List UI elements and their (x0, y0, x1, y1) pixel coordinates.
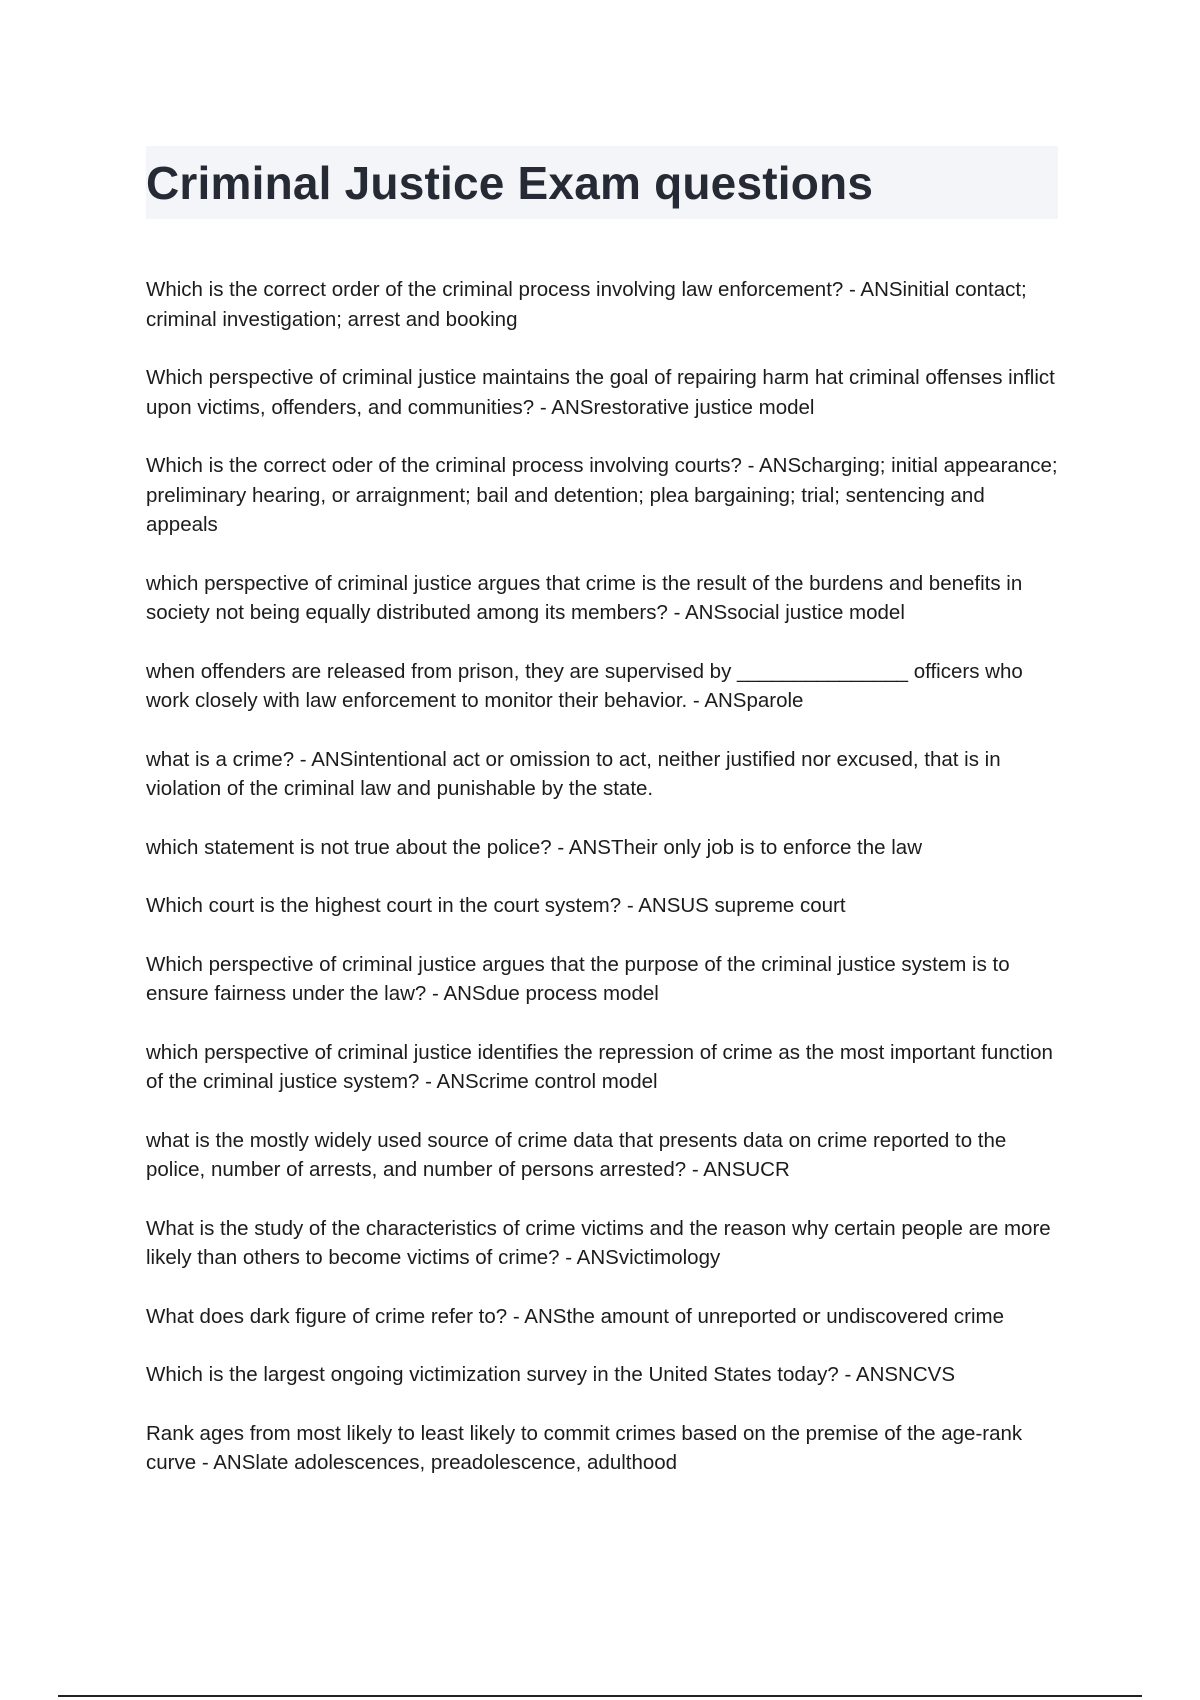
answer-text: crime control model (478, 1070, 658, 1093)
answer-prefix: ANS (524, 1304, 567, 1328)
answer-prefix: ANS (443, 982, 486, 1005)
question-text: which statement is not true about the police? (146, 835, 552, 859)
footer-divider (58, 1695, 1142, 1697)
question-text: which perspective of criminal justice argues that crime is the result of the burdens and benefits in society not being equally distributed among its members? (146, 571, 1023, 624)
answer-prefix: ANS (703, 1158, 746, 1181)
title-banner (146, 146, 1058, 219)
qa-item: Which perspective of criminal justice maintains the goal of repairing harm hat criminal offenses inflict upon victims, offenders, and communities? - ANSrestorative justice model (146, 366, 1055, 419)
answer-prefix: ANS (213, 1451, 256, 1474)
qa-item: Rank ages from most likely to least likely to commit crimes based on the premise of the age-rank curve - ANSlate adolescences, preadolescence, adulthood (146, 1421, 1023, 1474)
answer-prefix: ANS (638, 894, 681, 917)
answer-text: victimology (618, 1246, 721, 1269)
question-text: Which is the correct oder of the criminal process involving courts? (146, 454, 742, 477)
answer-text: UCR (745, 1158, 790, 1181)
qa-item: Which is the correct order of the criminal process involving law enforcement? - ANSinitial contact; criminal investigation; arrest and booking (146, 278, 1027, 331)
qa-item: Which perspective of criminal justice argues that the purpose of the criminal justice system is to ensure fairness under the law? - ANSdue process model (146, 952, 1010, 1005)
answer-text: restorative justice model (593, 395, 815, 419)
question-text: what is a crime? (146, 747, 295, 771)
question-text: Which is the correct order of the criminal process involving law enforcement? (146, 278, 844, 301)
answer-prefix: ANS (551, 395, 594, 419)
answer-prefix: ANS (568, 835, 611, 859)
question-text: Which is the largest ongoing victimization survey in the United States today? (146, 1363, 839, 1386)
qa-item: What does dark figure of crime refer to? - ANSthe amount of unreported or undiscovered crime (146, 1304, 1005, 1328)
answer-text: charging; initial appearance; preliminary hearing, or arraignment; bail and detention; plea bargaining; trial; sentencing and appeals (146, 454, 1058, 536)
question-text: What is the study of the characteristics of crime victims and the reason why certain people are more likely than others to become victims of crime? (146, 1216, 1051, 1269)
answer-text: NCVS (898, 1363, 956, 1386)
question-text: What does dark figure of crime refer to? (146, 1304, 508, 1328)
qa-item: what is a crime? - ANSintentional act or omission to act, neither justified nor excused, that is in violation of the criminal law and punishable by the state. (146, 747, 1001, 800)
answer-text: initial contact; criminal investigation; arrest and booking (146, 278, 1027, 331)
answer-text: US supreme court (680, 894, 846, 917)
question-text: Which perspective of criminal justice argues that the purpose of the criminal justice system is to ensure fairness under the law? (146, 952, 1010, 1005)
qa-item: Which is the largest ongoing victimization survey in the United States today? - ANSNCVS (146, 1363, 956, 1386)
answer-text: intentional act or omission to act, neither justified nor excused, that is in violation of the criminal law and punishable by the state. (146, 747, 1001, 800)
answer-prefix: ANS (436, 1070, 479, 1093)
document-title: Criminal Justice Exam questions (146, 156, 874, 209)
answer-text: late adolescences, preadolescence, adulthood (255, 1451, 678, 1474)
answer-prefix: ANS (576, 1246, 619, 1269)
qa-item: which perspective of criminal justice identifies the repression of crime as the most important function of the criminal justice system? - ANScrime control model (146, 1040, 1053, 1093)
qa-item: What is the study of the characteristics of crime victims and the reason why certain people are more likely than others to become victims of crime? - ANSvictimology (146, 1216, 1051, 1269)
question-text: which perspective of criminal justice identifies the repression of crime as the most important function of the criminal justice system? (146, 1040, 1053, 1093)
qa-item: which statement is not true about the police? - ANSTheir only job is to enforce the law (146, 835, 923, 859)
answer-text: due process model (485, 982, 659, 1005)
answer-text: Their only job is to enforce the law (610, 835, 923, 859)
qa-item: when offenders are released from prison, they are supervised by _______________ officers who work closely with law enforcement to monitor their behavior. - ANSparole (146, 659, 1023, 712)
question-text: what is the mostly widely used source of crime data that presents data on crime reported to the police, number of arrests, and number of persons arrested? (146, 1128, 1007, 1181)
answer-prefix: ANS (311, 747, 354, 771)
qa-item: what is the mostly widely used source of crime data that presents data on crime reported to the police, number of arrests, and number of persons arrested? - ANSUCR (146, 1128, 1007, 1181)
qa-list (146, 275, 1058, 1478)
question-text: Which perspective of criminal justice maintains the goal of repairing harm hat criminal offenses inflict upon victims, offenders, and communities? (146, 366, 1055, 419)
answer-text: the amount of unreported or undiscovered crime (566, 1304, 1005, 1328)
answer-prefix: ANS (855, 1363, 899, 1386)
answer-prefix: ANS (758, 454, 802, 477)
answer-text: social justice model (727, 601, 905, 624)
question-text: Which court is the highest court in the court system? (146, 894, 622, 917)
qa-item: Which court is the highest court in the court system? - ANSUS supreme court (146, 894, 846, 917)
answer-prefix: ANS (684, 601, 728, 624)
question-text: when offenders are released from prison, they are supervised by _______________ officers who work closely with law enforcement to monitor their behavior. (146, 659, 1023, 712)
answer-text: parole (746, 689, 804, 712)
document-page (146, 146, 1058, 1507)
answer-prefix: ANS (704, 689, 747, 712)
qa-item: which perspective of criminal justice argues that crime is the result of the burdens and benefits in society not being equally distributed among its members? - ANSsocial justice model (146, 571, 1023, 624)
answer-prefix: ANS (860, 278, 903, 301)
question-text: Rank ages from most likely to least likely to commit crimes based on the premise of the age-rank curve (146, 1421, 1023, 1474)
qa-item: Which is the correct oder of the criminal process involving courts? - ANScharging; initial appearance; preliminary hearing, or arraignment; bail and detention; plea bargaining; trial; sentencing and appeals (146, 454, 1058, 536)
